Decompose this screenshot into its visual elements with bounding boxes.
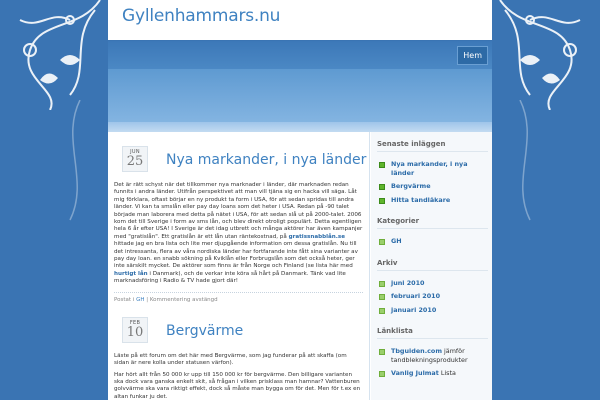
link-description: jämför tandblekningsprodukter	[391, 347, 468, 364]
archive-item	[377, 290, 488, 304]
recent-post-item	[377, 180, 488, 194]
post-meta	[114, 292, 363, 303]
post-body	[114, 182, 363, 286]
widget-title: Arkiv	[377, 259, 488, 271]
post-title-link[interactable]: Nya markander, i nya länder	[166, 152, 367, 168]
recent-post-link[interactable]: Hitta tandläkare	[391, 195, 451, 204]
category-item	[377, 235, 488, 249]
archive-link[interactable]: juni 2010	[391, 278, 425, 287]
post-paragraph: Läste på ett forum om det här med Bergvärme, som jag funderar på att skaffa (om sidan är nere kolla under statusen värfon).	[114, 352, 347, 367]
left-ornament-icon	[0, 0, 120, 110]
links-widget	[377, 327, 488, 381]
post-date-month: FEB	[129, 319, 141, 326]
archive-link[interactable]: januari 2010	[391, 305, 437, 314]
right-ornament-icon	[480, 0, 600, 110]
post-date-badge	[122, 317, 148, 343]
link-item	[377, 345, 488, 367]
archive-link[interactable]: februari 2010	[391, 292, 441, 300]
post-header	[114, 132, 367, 172]
bullet-icon	[379, 281, 385, 287]
bullet-icon	[379, 184, 385, 190]
recent-post-link[interactable]: Nya markander, i nya länder	[391, 160, 468, 177]
bullet-icon	[379, 371, 385, 377]
site-header	[108, 0, 492, 40]
post-body	[114, 353, 363, 400]
post-paragraph: Har hört allt från 50 000 kr upp till 150 000 kr för bergvärme. Den billigare varianten ska dock vara ganska enkelt skit, så frågan i vilken prisklass man hamnar? Vattenburen golvvärme ska vara riktigt effekt, dock så måste man bygga om för det. Men för t.ex en altan funkar ju det.	[114, 371, 361, 400]
link-description: Lista	[438, 369, 456, 377]
post-meta-prefix: Postat i	[114, 296, 135, 303]
site-title-link[interactable]: Gyllenhammars.nu	[122, 6, 281, 26]
gratissnabblan-link[interactable]: gratissnabblån.se	[288, 233, 346, 240]
banner-shade	[108, 122, 492, 132]
vanlig-julmat-link[interactable]: Vanlig Julmat	[391, 369, 439, 377]
post-text: hittade jag en bra lista och lite mer djupgående information om dessa gratislån. Nu till det intressanta, flera av våra nordiska länder har fortfarande inte fått sina varianter av pay day loan. en snabb sökning på Kviklån eller Forbrugslån som det också heter, ger inte särskilt mycket. De aktörer som finns är från Norge och Finland (se lista här med	[114, 241, 358, 270]
post-paragraph	[114, 182, 363, 286]
nav-home-link[interactable]: Hem	[457, 46, 488, 65]
post-date-day: 10	[126, 324, 144, 340]
hurtigt-lan-link[interactable]: hurtigt lån	[114, 270, 148, 277]
bullet-icon	[379, 162, 385, 168]
recent-post-item	[377, 194, 488, 208]
post-category-link[interactable]: GH	[136, 296, 145, 303]
post-meta-separator: |	[146, 296, 149, 303]
archive-item	[377, 277, 488, 291]
bullet-icon	[379, 308, 385, 314]
post-comments-status: Kommentering avstängd	[149, 296, 218, 303]
archive-item	[377, 304, 488, 318]
bullet-icon	[379, 198, 385, 204]
post-title-link[interactable]: Bergvärme	[166, 322, 244, 339]
recent-post-item	[377, 158, 488, 180]
widget-title: Länklista	[377, 327, 488, 339]
sidebar	[371, 132, 492, 400]
post-entry	[108, 303, 369, 400]
post-entry	[108, 132, 369, 303]
nav-bar	[108, 41, 492, 69]
post-text: i Danmark), och de verkar inte köra så hårt på Danmark. Tänk vad lite marknadsföring i Radio & TV hade gjort där!	[114, 270, 346, 285]
categories-widget	[377, 217, 488, 249]
bullet-icon	[379, 349, 385, 355]
main-content	[108, 132, 370, 400]
post-text: Det är rätt schyst när det tillkommer nya marknader i länder, där marknaden redan funnits i andra länder. Utifrån perspektivet att man vill tjäna sig en hacka vill säga. Låt mig förklara, oftast börjar en ny produkt ta form i USA, för att sedan spridas till andra länder. Vi kan ta smslån eller pay day loans som det heter i USA. Redan på -90 talet började man laborera med detta på nätet i USA, för att sedan slå ut på 2000-talet. 2006 kom det till Sverige i form av sms lån, och blev direkt otroligt populärt. Detta egentligen hela 6 år efter USA! I Sverige är det idag utbrett och många aktörer har även kampanjer med "gratislån". Ett gratislån är ett lån utan räntekostnad, på	[114, 182, 363, 240]
right-ornament-lower-icon	[500, 100, 600, 400]
widget-title: Senaste inläggen	[377, 140, 488, 152]
post-date-badge	[122, 146, 148, 172]
page-wrapper	[108, 0, 492, 400]
archive-widget	[377, 259, 488, 318]
widget-title: Kategorier	[377, 217, 488, 229]
category-link[interactable]: GH	[391, 237, 402, 245]
bullet-icon	[379, 294, 385, 300]
recent-posts-widget	[377, 140, 488, 207]
bullet-icon	[379, 239, 385, 245]
tbguiden-link[interactable]: Tbguiden.com	[391, 347, 442, 355]
post-date-month: JUN	[130, 149, 140, 155]
recent-post-link[interactable]: Bergvärme	[391, 182, 431, 190]
post-date-day: 25	[126, 154, 144, 169]
left-ornament-lower-icon	[0, 100, 100, 400]
header-banner	[108, 40, 492, 132]
link-item	[377, 367, 488, 381]
post-header	[114, 303, 363, 343]
